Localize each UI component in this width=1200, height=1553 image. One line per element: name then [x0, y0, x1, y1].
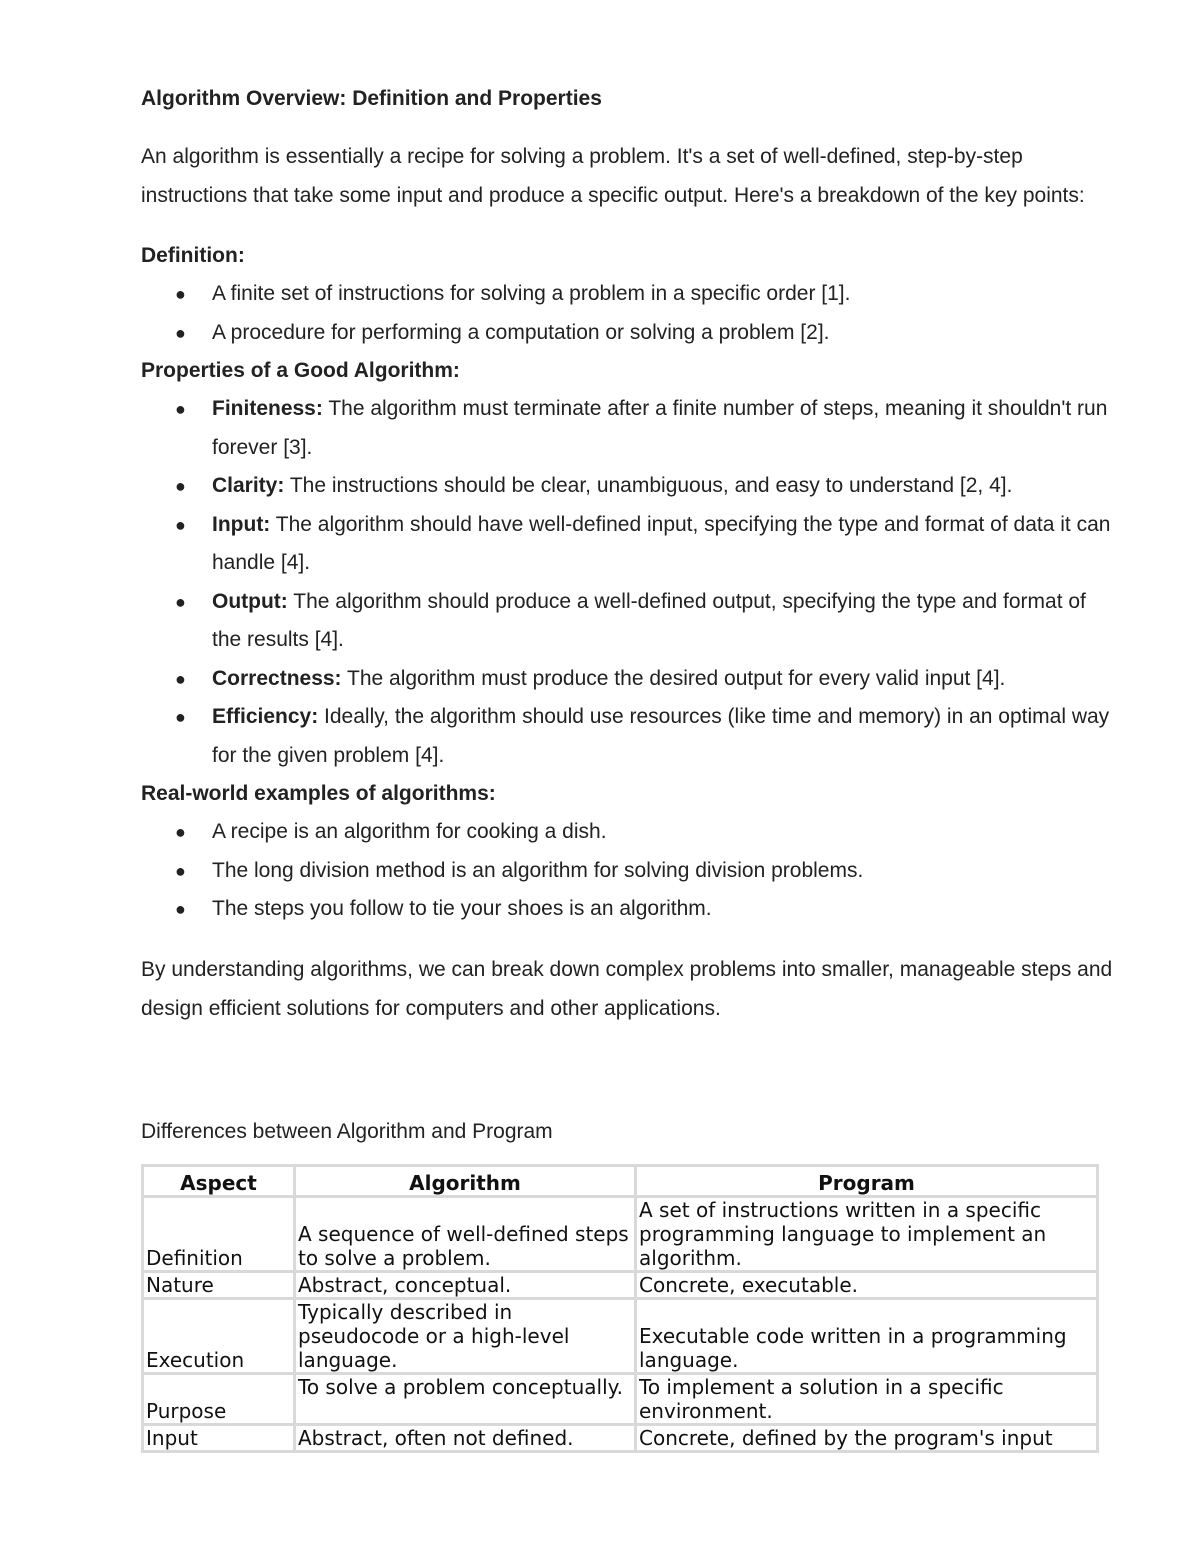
comparison-table — [141, 1164, 1099, 1453]
list-item: ● Efficiency: Ideally, the algorithm should use resources (like time and memory) in an optimal way for the given problem [4]. — [141, 698, 1117, 775]
bullet-icon: ● — [175, 668, 186, 689]
bullet-icon: ● — [175, 399, 186, 419]
examples-list — [141, 813, 1121, 929]
column-header-algorithm: Algorithm — [295, 1165, 636, 1196]
bullet-icon: ● — [175, 322, 186, 343]
property-term: Clarity: — [212, 474, 285, 497]
list-item: ● The long division method is an algorithm for solving division problems. — [141, 852, 1117, 891]
definition-list — [141, 275, 1121, 352]
table-row — [143, 1271, 1098, 1298]
bullet-icon: ● — [175, 707, 186, 727]
table-cell: Execution — [143, 1298, 295, 1373]
bullet-icon: ● — [175, 591, 186, 612]
list-item: ● Clarity: The instructions should be clear, unambiguous, and easy to understand [2, 4]. — [141, 467, 1117, 506]
table-cell: A set of instructions written in a specific programming language to implement an algorithm. — [636, 1196, 1098, 1271]
table-cell: Purpose — [143, 1373, 295, 1424]
bullet-icon: ● — [175, 514, 186, 535]
document-page — [141, 82, 1121, 1453]
list-item: ● A finite set of instructions for solving a problem in a specific order [1]. — [141, 275, 1117, 314]
bullet-icon: ● — [175, 284, 186, 304]
table-cell: To solve a problem conceptually. — [295, 1373, 636, 1424]
list-item: ● Output: The algorithm should produce a well-defined output, specifying the type and format of the results [4]. — [141, 583, 1117, 660]
table-cell: Abstract, often not defined. — [295, 1424, 636, 1451]
bullet-icon: ● — [175, 822, 186, 842]
examples-heading: Real-world examples of algorithms: — [141, 782, 496, 805]
property-term: Output: — [212, 589, 288, 613]
table-cell: Definition — [143, 1196, 295, 1271]
column-header-aspect: Aspect — [143, 1165, 295, 1196]
property-term: Finiteness: — [212, 397, 323, 420]
table-row — [143, 1373, 1098, 1424]
list-item: ● Input: The algorithm should have well-defined input, specifying the type and format of data it can handle [4]. — [141, 506, 1117, 583]
table-header-row — [143, 1165, 1098, 1196]
list-item: ● A procedure for performing a computation or solving a problem [2]. — [141, 314, 1117, 353]
table-cell: Abstract, conceptual. — [295, 1271, 636, 1298]
property-term: Efficiency: — [212, 705, 319, 728]
intro-paragraph: An algorithm is essentially a recipe for solving a problem. It's a set of well-defined, step-by-step instructions that take some input and produce a specific output. Here's a breakdown of the key points: — [141, 145, 1085, 207]
table-cell: Nature — [143, 1271, 295, 1298]
property-term: Input: — [212, 512, 271, 536]
list-item: ● Finiteness: The algorithm must terminate after a finite number of steps, meaning it shouldn't run forever [3]. — [141, 390, 1117, 467]
table-row — [143, 1196, 1098, 1271]
bullet-icon: ● — [175, 476, 186, 496]
document-title: Algorithm Overview: Definition and Properties — [141, 87, 602, 110]
bullet-icon: ● — [175, 860, 186, 881]
properties-list — [141, 390, 1121, 775]
closing-paragraph: By understanding algorithms, we can break down complex problems into smaller, manageable steps and design efficient solutions for computers and other applications. — [141, 957, 1113, 1020]
property-term: Correctness: — [212, 666, 342, 690]
table-row — [143, 1298, 1098, 1373]
table-row — [143, 1424, 1098, 1451]
list-item: ● A recipe is an algorithm for cooking a dish. — [141, 813, 1117, 852]
table-cell: Typically described in pseudocode or a high-level language. — [295, 1298, 636, 1373]
table-cell: Concrete, executable. — [636, 1271, 1098, 1298]
table-cell: A sequence of well-defined steps to solve a problem. — [295, 1196, 636, 1271]
properties-heading: Properties of a Good Algorithm: — [141, 359, 460, 382]
table-cell: Executable code written in a programming language. — [636, 1298, 1098, 1373]
list-item: ● The steps you follow to tie your shoes is an algorithm. — [141, 890, 1117, 929]
table-cell: To implement a solution in a specific environment. — [636, 1373, 1098, 1424]
table-cell: Input — [143, 1424, 295, 1451]
column-header-program: Program — [636, 1165, 1098, 1196]
list-item: ● Correctness: The algorithm must produce the desired output for every valid input [4]. — [141, 660, 1117, 699]
definition-heading: Definition: — [141, 244, 245, 267]
table-cell: Concrete, defined by the program's input — [636, 1424, 1098, 1451]
table-caption: Differences between Algorithm and Program — [141, 1119, 553, 1143]
bullet-icon: ● — [175, 899, 186, 919]
